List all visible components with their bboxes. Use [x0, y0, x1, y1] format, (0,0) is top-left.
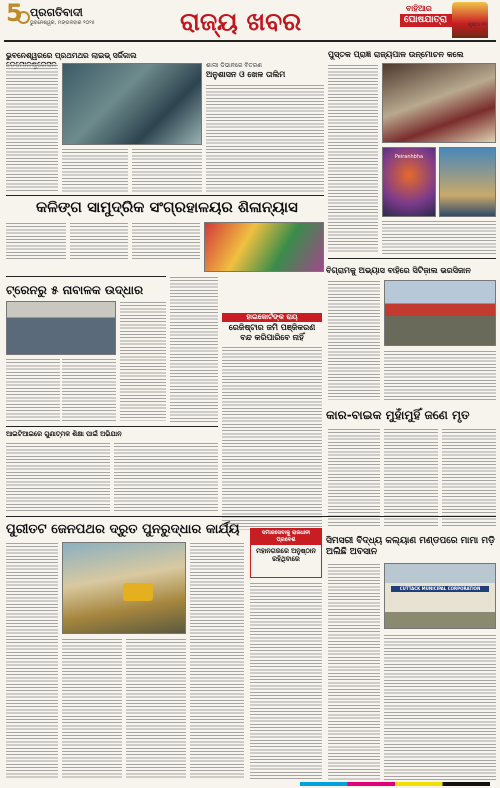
surgery-text-col2: [62, 148, 128, 192]
coastal-headline: ପୁରୀତଟ ଜେନପଥର ଦ୍ରୁତ ପୁନରୁଦ୍ଧାର କାର୍ଯ୍ୟ: [6, 522, 240, 537]
protest-photo: [384, 280, 496, 346]
color-registration-bar: [300, 782, 490, 786]
festival-line2: ଘୋଷଯାତ୍ରା: [400, 14, 472, 27]
section-title: ରାଜ୍ୟ ଖବର: [180, 7, 302, 36]
accident-text-col2: [384, 428, 438, 528]
surgery-headline: ଭୁବନେଶ୍ୱରରେ ପ୍ରଥମଥର ଲାଇଭ୍ ସର୍ଜିକାଲ: [6, 51, 137, 60]
boxed-text: [250, 582, 322, 780]
kalinga-text-col2: [70, 222, 128, 260]
highcourt-headline: ରେଜିଷ୍ଟାର ଜମି ପଞ୍ଜିକରଣ ବନ୍ଦ କରିପାରିବେ ନାହିଁ: [228, 323, 316, 342]
accident-text-col1: [328, 428, 380, 528]
iti-text-col1: [6, 442, 110, 512]
iti-headline: ଆଇଟିଆଇରେ ଗୁଣାତ୍ମକ ଶିକ୍ଷା ପାଇଁ ଅଭିଯାନ: [6, 430, 122, 438]
protest-text-col2: [384, 350, 496, 400]
highcourt-text: [222, 346, 322, 530]
coastal-text-col1: [6, 542, 58, 780]
book-cover-title: Peiranhbha: [394, 154, 424, 160]
masthead: [0, 0, 500, 44]
accident-headline: କାର-ବାଇକ ମୁହାଁମୁହିଁ ଜଣେ ମୃତ: [326, 408, 470, 422]
book-cover: [382, 147, 436, 217]
highcourt-tag: ହାଇକୋର୍ଟଙ୍କ ରାୟ: [222, 313, 322, 322]
surgery-text-col1: [6, 64, 58, 192]
boxed-story: [250, 528, 322, 578]
municipal-text-col1: [328, 563, 380, 780]
rule-protest-top: [328, 258, 496, 259]
boxed-headline: ମହାନଗରରେ ଅନୁଷ୍ଠାନ ରହିଥିବାରେ: [256, 547, 316, 563]
coastal-text-col2: [62, 638, 122, 780]
page-number: ପୃଷ୍ଠା ୧୨: [468, 22, 487, 28]
iti-text-col2: [114, 442, 218, 512]
date-line: ଭୁବନେଶ୍ୱର, ମଙ୍ଗଳବାର ୨୦୨୫: [30, 20, 95, 26]
accident-text-col3: [442, 428, 496, 528]
surgery-text-col3: [132, 148, 202, 192]
logo-ring: [17, 11, 30, 24]
sports-subheadline: ଶାଲୀ ଡିଭାନରେ ବିତରଣ: [206, 62, 262, 69]
rule-iti-top: [6, 426, 218, 427]
municipal-text-col2: [384, 634, 496, 780]
book-caption-text: [382, 220, 496, 254]
book-cover-2: [439, 147, 496, 217]
protest-headline: ବିଗ୍ରାମକୁ ଅଭ୍ୟାସ ବାହିରେ ସିଟିଜ଼ାଲ ଭରସିଜାନ: [326, 266, 471, 275]
municipal-photo: [384, 563, 496, 629]
kalinga-text-col3: [132, 222, 200, 260]
kalinga-headline: କଳିଙ୍ଗ ସାମୁଦ୍ରିକ ସଂଗ୍ରହାଳୟର ଶିଳାନ୍ୟାସ: [36, 198, 298, 216]
train-headline: ଟ୍ରେନରୁ ୫ ନାବାଳକ ଉଦ୍ଧାର: [6, 283, 144, 297]
book-text-col1: [328, 64, 378, 254]
coastal-text-col4: [190, 542, 244, 780]
excavator-shape: [123, 583, 153, 601]
sports-headline: ଅନୁଶାସନ ଓ ଖେଳ ତାଲିମ: [206, 70, 286, 79]
masthead-rule: [4, 40, 496, 42]
book-headline: ପୁସ୍ତକ ପ୍ରାଜ୍ଞ ରାଜ୍ୟପାଳ ଉନ୍ମୋଚନ କଲେ: [328, 50, 464, 59]
middle-text-col1: [170, 276, 218, 422]
rule-kalinga-top: [6, 195, 324, 196]
surgery-photo: [62, 63, 202, 145]
kalinga-text-col1: [6, 222, 66, 260]
rule-train-top: [6, 276, 166, 277]
festival-line1: ବାହିଆର: [406, 4, 432, 13]
coastal-text-col3: [126, 638, 186, 780]
boxed-tag: ସମାଜସେବାକୁ ରାଜଧାନୀ ପ୍ରବେଶ: [251, 529, 321, 545]
chariot-image: [452, 2, 488, 38]
protest-text-col1: [328, 280, 380, 400]
train-text-col3: [62, 358, 116, 422]
kalinga-photo: [204, 222, 324, 272]
sports-text: [206, 84, 324, 192]
train-text-col1: [120, 301, 166, 421]
train-text-col2: [6, 358, 60, 422]
rule-coastal-top: [6, 516, 496, 517]
municipal-sign: CUTTACK MUNICIPAL CORPORATION: [391, 586, 489, 592]
train-photo: [6, 301, 116, 355]
coastal-photo: [62, 542, 186, 634]
municipal-headline: ସିମସରୀ ବିଦ୍ଧ୍ୟ କଲ୍ୟାଣ ମଣ୍ଡପରେ ମାମା ମଡ଼ି ଅଲିଛି ଅବସାନ: [326, 536, 495, 557]
logo-name: ପ୍ରଗତିବାଦୀ: [30, 6, 83, 19]
governor-photo: [382, 63, 496, 143]
logo-number: 5: [6, 0, 23, 27]
